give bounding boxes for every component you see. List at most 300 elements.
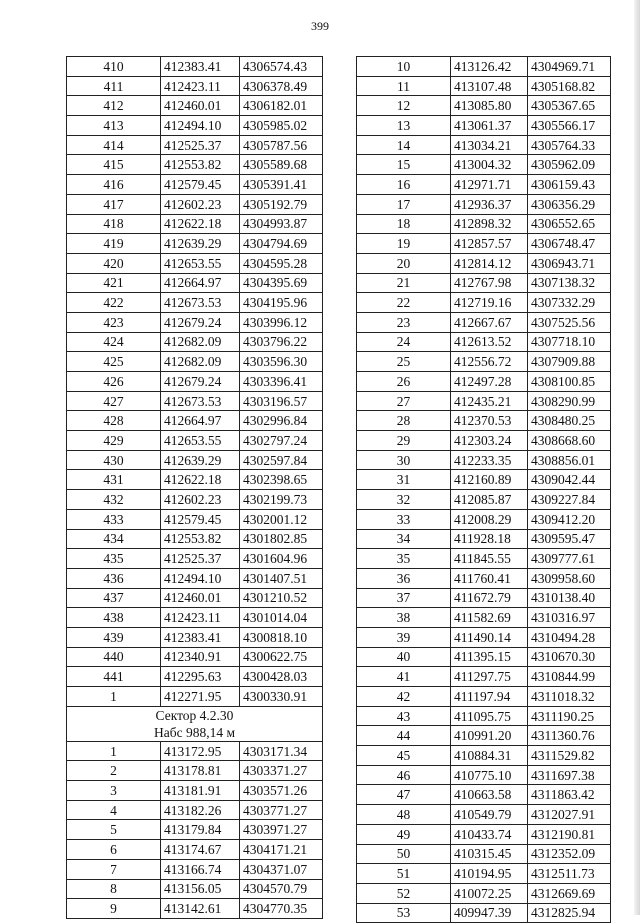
y-coordinate-cell: 4311529.82 — [528, 746, 611, 766]
point-number-cell: 16 — [357, 175, 451, 195]
point-number-cell: 421 — [67, 273, 161, 293]
table-row — [67, 332, 323, 352]
point-number-cell: 23 — [357, 312, 451, 332]
x-coordinate-cell: 412383.41 — [161, 627, 240, 647]
point-number-cell: 46 — [357, 765, 451, 785]
x-coordinate-cell: 412553.82 — [161, 155, 240, 175]
x-coordinate-cell: 412936.37 — [451, 194, 528, 214]
x-coordinate-cell: 412639.29 — [161, 234, 240, 254]
table-row — [67, 175, 323, 195]
x-coordinate-cell: 412679.24 — [161, 312, 240, 332]
x-coordinate-cell: 412682.09 — [161, 352, 240, 372]
x-coordinate-cell: 412602.23 — [161, 194, 240, 214]
y-coordinate-cell: 4301604.96 — [240, 549, 323, 569]
x-coordinate-cell: 413178.81 — [161, 761, 240, 781]
y-coordinate-cell: 4306356.29 — [528, 194, 611, 214]
y-coordinate-cell: 4308480.25 — [528, 411, 611, 431]
y-coordinate-cell: 4310316.97 — [528, 608, 611, 628]
y-coordinate-cell: 4307332.29 — [528, 293, 611, 313]
point-number-cell: 429 — [67, 431, 161, 451]
x-coordinate-cell: 412639.29 — [161, 450, 240, 470]
x-coordinate-cell: 412719.16 — [451, 293, 528, 313]
table-row — [357, 805, 611, 825]
x-coordinate-cell: 412682.09 — [161, 332, 240, 352]
point-number-cell: 17 — [357, 194, 451, 214]
point-number-cell: 425 — [67, 352, 161, 372]
table-row — [67, 509, 323, 529]
y-coordinate-cell: 4302797.24 — [240, 431, 323, 451]
table-row — [357, 746, 611, 766]
table-row — [357, 391, 611, 411]
x-coordinate-cell: 412460.01 — [161, 588, 240, 608]
point-number-cell: 29 — [357, 431, 451, 451]
point-number-cell: 26 — [357, 372, 451, 392]
point-number-cell: 431 — [67, 470, 161, 490]
y-coordinate-cell: 4307138.32 — [528, 273, 611, 293]
y-coordinate-cell: 4303171.34 — [240, 741, 323, 761]
scan-edge-shadow — [634, 0, 640, 915]
y-coordinate-cell: 4302001.12 — [240, 509, 323, 529]
point-number-cell: 428 — [67, 411, 161, 431]
x-coordinate-cell: 412303.24 — [451, 431, 528, 451]
point-number-cell: 47 — [357, 785, 451, 805]
table-row — [67, 687, 323, 707]
x-coordinate-cell: 413061.37 — [451, 116, 528, 136]
y-coordinate-cell: 4303971.27 — [240, 820, 323, 840]
y-coordinate-cell: 4305168.82 — [528, 76, 611, 96]
y-coordinate-cell: 4312511.73 — [528, 864, 611, 884]
y-coordinate-cell: 4308290.99 — [528, 391, 611, 411]
point-number-cell: 14 — [357, 135, 451, 155]
y-coordinate-cell: 4310138.40 — [528, 588, 611, 608]
y-coordinate-cell: 4310670.30 — [528, 647, 611, 667]
x-coordinate-cell: 411928.18 — [451, 529, 528, 549]
point-number-cell: 1 — [67, 687, 161, 707]
point-number-cell: 19 — [357, 234, 451, 254]
coordinates-table-right — [356, 56, 611, 923]
y-coordinate-cell: 4305787.56 — [240, 135, 323, 155]
y-coordinate-cell: 4312027.91 — [528, 805, 611, 825]
y-coordinate-cell: 4304770.35 — [240, 899, 323, 919]
point-number-cell: 25 — [357, 352, 451, 372]
table-row — [357, 726, 611, 746]
x-coordinate-cell: 413142.61 — [161, 899, 240, 919]
x-coordinate-cell: 412971.71 — [451, 175, 528, 195]
point-number-cell: 417 — [67, 194, 161, 214]
table-row — [67, 155, 323, 175]
point-number-cell: 1 — [67, 741, 161, 761]
y-coordinate-cell: 4309412.20 — [528, 509, 611, 529]
table-row — [357, 667, 611, 687]
table-row — [357, 135, 611, 155]
table-row — [67, 608, 323, 628]
table-row — [357, 765, 611, 785]
y-coordinate-cell: 4312669.69 — [528, 883, 611, 903]
x-coordinate-cell: 411845.55 — [451, 549, 528, 569]
y-coordinate-cell: 4300330.91 — [240, 687, 323, 707]
table-row — [67, 411, 323, 431]
point-number-cell: 424 — [67, 332, 161, 352]
point-number-cell: 433 — [67, 509, 161, 529]
y-coordinate-cell: 4309227.84 — [528, 490, 611, 510]
point-number-cell: 414 — [67, 135, 161, 155]
table-row — [357, 234, 611, 254]
table-row — [357, 588, 611, 608]
point-number-cell: 440 — [67, 647, 161, 667]
y-coordinate-cell: 4310494.28 — [528, 627, 611, 647]
sector-header-row — [67, 706, 323, 741]
y-coordinate-cell: 4305589.68 — [240, 155, 323, 175]
point-number-cell: 430 — [67, 450, 161, 470]
x-coordinate-cell: 412271.95 — [161, 687, 240, 707]
y-coordinate-cell: 4303571.26 — [240, 781, 323, 801]
table-row — [357, 450, 611, 470]
table-row — [357, 273, 611, 293]
x-coordinate-cell: 410991.20 — [451, 726, 528, 746]
table-row — [357, 312, 611, 332]
table-row — [67, 450, 323, 470]
x-coordinate-cell: 412423.11 — [161, 76, 240, 96]
y-coordinate-cell: 4303196.57 — [240, 391, 323, 411]
y-coordinate-cell: 4306748.47 — [528, 234, 611, 254]
point-number-cell: 411 — [67, 76, 161, 96]
y-coordinate-cell: 4304595.28 — [240, 253, 323, 273]
point-number-cell: 39 — [357, 627, 451, 647]
x-coordinate-cell: 412525.37 — [161, 135, 240, 155]
sector-header — [67, 706, 323, 741]
table-row — [67, 293, 323, 313]
point-number-cell: 22 — [357, 293, 451, 313]
table-row — [67, 135, 323, 155]
y-coordinate-cell: 4303796.22 — [240, 332, 323, 352]
point-number-cell: 422 — [67, 293, 161, 313]
x-coordinate-cell: 412579.45 — [161, 509, 240, 529]
point-number-cell: 416 — [67, 175, 161, 195]
table-row — [357, 824, 611, 844]
table-row — [357, 352, 611, 372]
point-number-cell: 418 — [67, 214, 161, 234]
point-number-cell: 436 — [67, 568, 161, 588]
x-coordinate-cell: 413181.91 — [161, 781, 240, 801]
table-row — [357, 76, 611, 96]
sector-title: Сектор 4.2.30 — [155, 707, 234, 723]
x-coordinate-cell: 412295.63 — [161, 667, 240, 687]
table-row — [357, 864, 611, 884]
point-number-cell: 43 — [357, 706, 451, 726]
table-row — [357, 214, 611, 234]
table-row — [67, 352, 323, 372]
point-number-cell: 8 — [67, 879, 161, 899]
point-number-cell: 30 — [357, 450, 451, 470]
point-number-cell: 5 — [67, 820, 161, 840]
table-row — [357, 116, 611, 136]
table-row — [67, 820, 323, 840]
table-row — [357, 627, 611, 647]
x-coordinate-cell: 412622.18 — [161, 214, 240, 234]
table-row — [67, 840, 323, 860]
table-row — [357, 332, 611, 352]
table-row — [357, 509, 611, 529]
table-row — [67, 312, 323, 332]
y-coordinate-cell: 4312190.81 — [528, 824, 611, 844]
y-coordinate-cell: 4309958.60 — [528, 568, 611, 588]
y-coordinate-cell: 4303371.27 — [240, 761, 323, 781]
point-number-cell: 36 — [357, 568, 451, 588]
point-number-cell: 420 — [67, 253, 161, 273]
x-coordinate-cell: 413126.42 — [451, 57, 528, 77]
table-row — [67, 568, 323, 588]
y-coordinate-cell: 4307525.56 — [528, 312, 611, 332]
y-coordinate-cell: 4305367.65 — [528, 96, 611, 116]
x-coordinate-cell: 411490.14 — [451, 627, 528, 647]
point-number-cell: 48 — [357, 805, 451, 825]
point-number-cell: 42 — [357, 687, 451, 707]
table-row — [357, 549, 611, 569]
y-coordinate-cell: 4308668.60 — [528, 431, 611, 451]
table-row — [67, 549, 323, 569]
table-row — [357, 293, 611, 313]
table-row — [357, 903, 611, 923]
point-number-cell: 35 — [357, 549, 451, 569]
sector-height: Набс 988,14 м — [153, 724, 236, 740]
y-coordinate-cell: 4311190.25 — [528, 706, 611, 726]
x-coordinate-cell: 411672.79 — [451, 588, 528, 608]
x-coordinate-cell: 411297.75 — [451, 667, 528, 687]
point-number-cell: 423 — [67, 312, 161, 332]
y-coordinate-cell: 4301407.51 — [240, 568, 323, 588]
x-coordinate-cell: 410663.58 — [451, 785, 528, 805]
y-coordinate-cell: 4306378.49 — [240, 76, 323, 96]
point-number-cell: 28 — [357, 411, 451, 431]
x-coordinate-cell: 412497.28 — [451, 372, 528, 392]
x-coordinate-cell: 411395.15 — [451, 647, 528, 667]
y-coordinate-cell: 4306552.65 — [528, 214, 611, 234]
y-coordinate-cell: 4303771.27 — [240, 800, 323, 820]
y-coordinate-cell: 4312352.09 — [528, 844, 611, 864]
point-number-cell: 31 — [357, 470, 451, 490]
x-coordinate-cell: 412494.10 — [161, 568, 240, 588]
y-coordinate-cell: 4304794.69 — [240, 234, 323, 254]
y-coordinate-cell: 4300622.75 — [240, 647, 323, 667]
point-number-cell: 412 — [67, 96, 161, 116]
x-coordinate-cell: 412008.29 — [451, 509, 528, 529]
table-row — [67, 899, 323, 919]
table-row — [357, 253, 611, 273]
y-coordinate-cell: 4305192.79 — [240, 194, 323, 214]
y-coordinate-cell: 4309595.47 — [528, 529, 611, 549]
page-number: 399 — [311, 19, 329, 33]
table-row — [67, 667, 323, 687]
x-coordinate-cell: 413182.26 — [161, 800, 240, 820]
table-row — [357, 844, 611, 864]
y-coordinate-cell: 4302199.73 — [240, 490, 323, 510]
x-coordinate-cell: 412494.10 — [161, 116, 240, 136]
point-number-cell: 52 — [357, 883, 451, 903]
y-coordinate-cell: 4309042.44 — [528, 470, 611, 490]
y-coordinate-cell: 4303996.12 — [240, 312, 323, 332]
point-number-cell: 27 — [357, 391, 451, 411]
point-number-cell: 2 — [67, 761, 161, 781]
point-number-cell: 18 — [357, 214, 451, 234]
y-coordinate-cell: 4304969.71 — [528, 57, 611, 77]
point-number-cell: 439 — [67, 627, 161, 647]
y-coordinate-cell: 4300818.10 — [240, 627, 323, 647]
y-coordinate-cell: 4311863.42 — [528, 785, 611, 805]
table-row — [67, 627, 323, 647]
x-coordinate-cell: 412435.21 — [451, 391, 528, 411]
table-row — [357, 57, 611, 77]
table-row — [357, 175, 611, 195]
table-row — [357, 883, 611, 903]
table-row — [67, 96, 323, 116]
table-row — [357, 194, 611, 214]
x-coordinate-cell: 411197.94 — [451, 687, 528, 707]
point-number-cell: 7 — [67, 859, 161, 879]
table-row — [357, 608, 611, 628]
table-row — [357, 785, 611, 805]
point-number-cell: 32 — [357, 490, 451, 510]
point-number-cell: 21 — [357, 273, 451, 293]
x-coordinate-cell: 412383.41 — [161, 57, 240, 77]
table-row — [357, 372, 611, 392]
table-row — [67, 253, 323, 273]
table-row — [67, 57, 323, 77]
y-coordinate-cell: 4305566.17 — [528, 116, 611, 136]
y-coordinate-cell: 4301210.52 — [240, 588, 323, 608]
y-coordinate-cell: 4304570.79 — [240, 879, 323, 899]
y-coordinate-cell: 4300428.03 — [240, 667, 323, 687]
x-coordinate-cell: 410072.25 — [451, 883, 528, 903]
table-row — [67, 391, 323, 411]
point-number-cell: 50 — [357, 844, 451, 864]
table-row — [67, 194, 323, 214]
y-coordinate-cell: 4308100.85 — [528, 372, 611, 392]
point-number-cell: 434 — [67, 529, 161, 549]
point-number-cell: 51 — [357, 864, 451, 884]
x-coordinate-cell: 412556.72 — [451, 352, 528, 372]
table-row — [357, 431, 611, 451]
point-number-cell: 34 — [357, 529, 451, 549]
table-row — [357, 490, 611, 510]
point-number-cell: 438 — [67, 608, 161, 628]
y-coordinate-cell: 4305985.02 — [240, 116, 323, 136]
table-row — [357, 647, 611, 667]
point-number-cell: 432 — [67, 490, 161, 510]
y-coordinate-cell: 4305962.09 — [528, 155, 611, 175]
y-coordinate-cell: 4311018.32 — [528, 687, 611, 707]
point-number-cell: 13 — [357, 116, 451, 136]
point-number-cell: 20 — [357, 253, 451, 273]
point-number-cell: 53 — [357, 903, 451, 923]
point-number-cell: 410 — [67, 57, 161, 77]
x-coordinate-cell: 412898.32 — [451, 214, 528, 234]
y-coordinate-cell: 4311360.76 — [528, 726, 611, 746]
point-number-cell: 33 — [357, 509, 451, 529]
y-coordinate-cell: 4304395.69 — [240, 273, 323, 293]
table-row — [357, 411, 611, 431]
x-coordinate-cell: 413085.80 — [451, 96, 528, 116]
table-row — [67, 781, 323, 801]
table-row — [67, 529, 323, 549]
table-row — [357, 529, 611, 549]
y-coordinate-cell: 4311697.38 — [528, 765, 611, 785]
y-coordinate-cell: 4306574.43 — [240, 57, 323, 77]
x-coordinate-cell: 410315.45 — [451, 844, 528, 864]
y-coordinate-cell: 4302597.84 — [240, 450, 323, 470]
table-row — [67, 273, 323, 293]
table-row — [67, 800, 323, 820]
table-row — [67, 761, 323, 781]
point-number-cell: 437 — [67, 588, 161, 608]
table-row — [67, 879, 323, 899]
point-number-cell: 4 — [67, 800, 161, 820]
x-coordinate-cell: 412340.91 — [161, 647, 240, 667]
x-coordinate-cell: 412664.97 — [161, 411, 240, 431]
point-number-cell: 10 — [357, 57, 451, 77]
y-coordinate-cell: 4306943.71 — [528, 253, 611, 273]
point-number-cell: 435 — [67, 549, 161, 569]
x-coordinate-cell: 411095.75 — [451, 706, 528, 726]
x-coordinate-cell: 410433.74 — [451, 824, 528, 844]
x-coordinate-cell: 412233.35 — [451, 450, 528, 470]
y-coordinate-cell: 4301014.04 — [240, 608, 323, 628]
x-coordinate-cell: 412085.87 — [451, 490, 528, 510]
point-number-cell: 37 — [357, 588, 451, 608]
x-coordinate-cell: 412553.82 — [161, 529, 240, 549]
point-number-cell: 3 — [67, 781, 161, 801]
x-coordinate-cell: 412622.18 — [161, 470, 240, 490]
table-row — [67, 431, 323, 451]
point-number-cell: 6 — [67, 840, 161, 860]
x-coordinate-cell: 410884.31 — [451, 746, 528, 766]
x-coordinate-cell: 413004.32 — [451, 155, 528, 175]
table-row — [357, 706, 611, 726]
x-coordinate-cell: 411760.41 — [451, 568, 528, 588]
point-number-cell: 415 — [67, 155, 161, 175]
x-coordinate-cell: 412653.55 — [161, 253, 240, 273]
y-coordinate-cell: 4304195.96 — [240, 293, 323, 313]
point-number-cell: 38 — [357, 608, 451, 628]
x-coordinate-cell: 412857.57 — [451, 234, 528, 254]
table-row — [67, 859, 323, 879]
x-coordinate-cell: 412673.53 — [161, 293, 240, 313]
table-row — [67, 470, 323, 490]
y-coordinate-cell: 4306159.43 — [528, 175, 611, 195]
x-coordinate-cell: 412767.98 — [451, 273, 528, 293]
y-coordinate-cell: 4305391.41 — [240, 175, 323, 195]
x-coordinate-cell: 412460.01 — [161, 96, 240, 116]
x-coordinate-cell: 412814.12 — [451, 253, 528, 273]
point-number-cell: 12 — [357, 96, 451, 116]
y-coordinate-cell: 4302996.84 — [240, 411, 323, 431]
table-row — [67, 647, 323, 667]
table-row — [357, 470, 611, 490]
point-number-cell: 427 — [67, 391, 161, 411]
x-coordinate-cell: 413179.84 — [161, 820, 240, 840]
y-coordinate-cell: 4304993.87 — [240, 214, 323, 234]
x-coordinate-cell: 412160.89 — [451, 470, 528, 490]
table-row — [357, 568, 611, 588]
x-coordinate-cell: 412667.67 — [451, 312, 528, 332]
y-coordinate-cell: 4303396.41 — [240, 372, 323, 392]
x-coordinate-cell: 413034.21 — [451, 135, 528, 155]
point-number-cell: 41 — [357, 667, 451, 687]
y-coordinate-cell: 4307909.88 — [528, 352, 611, 372]
x-coordinate-cell: 412673.53 — [161, 391, 240, 411]
table-row — [67, 214, 323, 234]
x-coordinate-cell: 413166.74 — [161, 859, 240, 879]
x-coordinate-cell: 413107.48 — [451, 76, 528, 96]
